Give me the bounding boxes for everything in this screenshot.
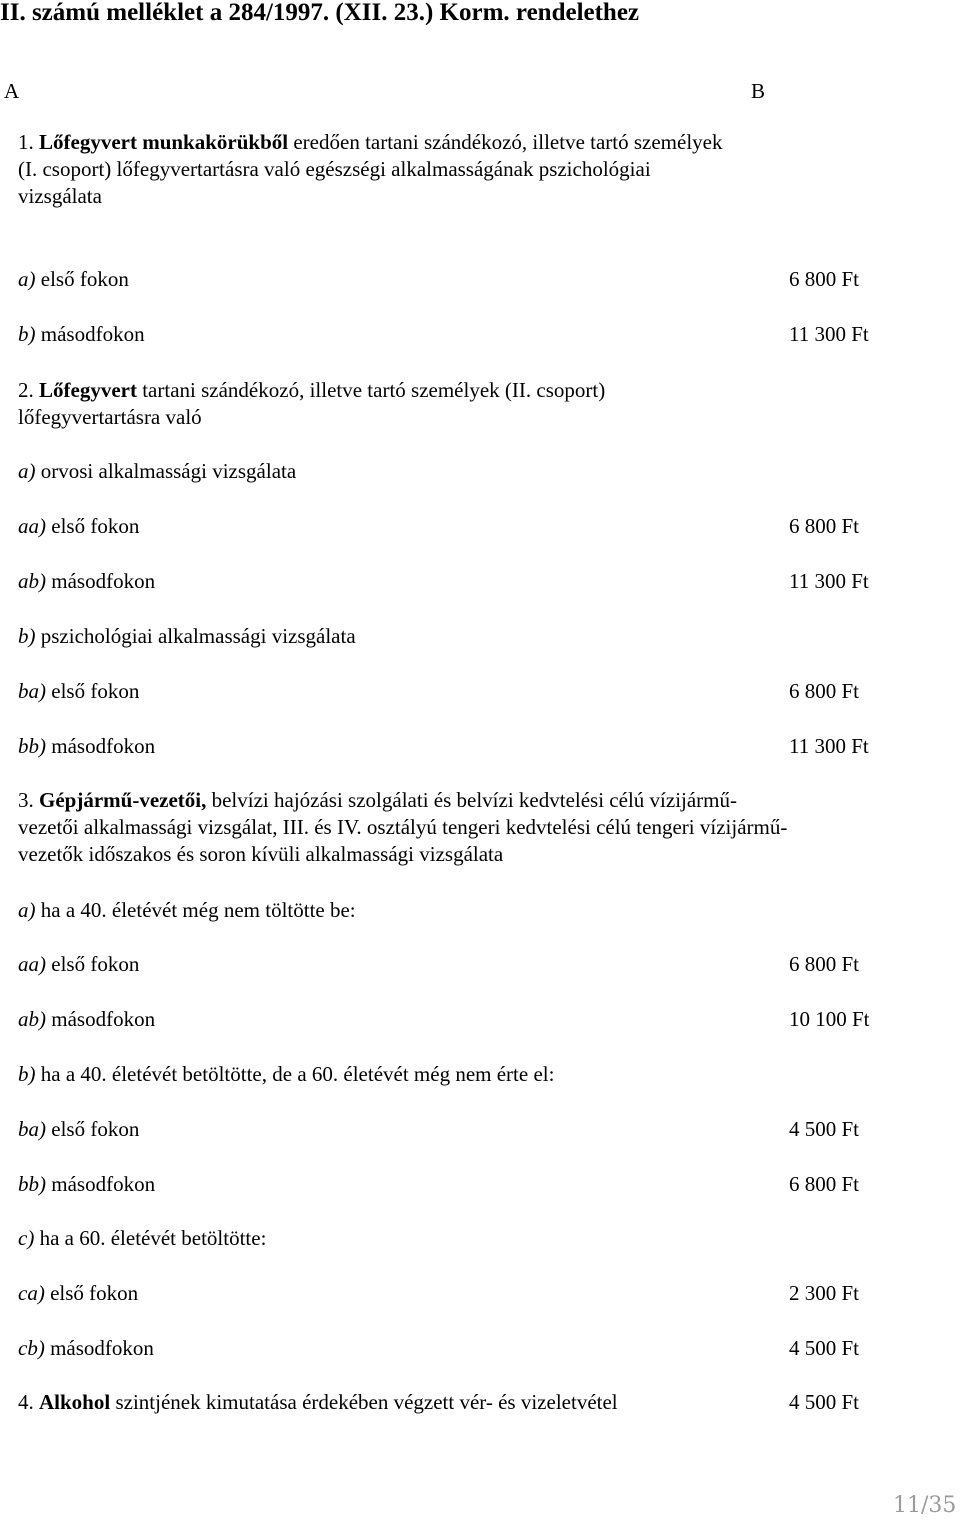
section-1-heading: 1. Lőfegyvert munkakörükből eredően tartani szándékozó, illetve tartó személyek (I. csoport) lőfegyvertartásra való egészségi alkalmasságának pszichológiai vizsgálata (18, 130, 723, 208)
section-3-heading: 3. Gépjármű-vezetői, belvízi hajózási szolgálati és belvízi kedvtelési célú vízijármű-vezetői alkalmassági vizsgálat, III. és IV. osztályú tengeri kedvtelési célú tengeri vízijármű-vezetők időszakos és soron kívüli alkalmassági vizsgálata (18, 788, 788, 866)
section-2-item-aa: aa) első fokon (18, 514, 140, 538)
section-3-item-cb: cb) másodfokon (18, 1336, 154, 1360)
section-3-item-b: b) ha a 40. életévét betöltötte, de a 60. életévét még nem érte el: (18, 1062, 555, 1086)
section-3-item-ba-price: 4 500 Ft (789, 1117, 860, 1141)
section-3-item-ab-price: 10 100 Ft (789, 1007, 870, 1031)
section-3-item-bb-price: 6 800 Ft (789, 1172, 860, 1196)
section-2-item-ab: ab) másodfokon (18, 569, 156, 593)
column-header-b: B (751, 79, 766, 103)
section-3-item-ca-price: 2 300 Ft (789, 1281, 860, 1305)
section-3-item-a: a) ha a 40. életévét még nem töltötte be: (18, 898, 356, 922)
section-4-heading: 4. Alkohol szintjének kimutatása érdekében végzett vér- és vizeletvétel (18, 1390, 618, 1414)
section-2-item-bb-price: 11 300 Ft (789, 734, 869, 758)
section-3-item-cb-price: 4 500 Ft (789, 1336, 860, 1360)
section-3-item-c: c) ha a 60. életévét betöltötte: (18, 1226, 267, 1250)
section-3-item-aa-price: 6 800 Ft (789, 952, 860, 976)
section-2-item-bb: bb) másodfokon (18, 734, 156, 758)
section-3-item-ba: ba) első fokon (18, 1117, 140, 1141)
section-2-heading: 2. Lőfegyvert tartani szándékozó, illetve tartó személyek (II. csoport) lőfegyvertartásra való (18, 378, 606, 429)
section-3-item-ca: ca) első fokon (18, 1281, 139, 1305)
page-number: 11/35 (893, 1493, 957, 1518)
section-3-item-aa: aa) első fokon (18, 952, 140, 976)
section-1-item-a: a) első fokon (18, 267, 129, 291)
section-3-item-bb: bb) másodfokon (18, 1172, 156, 1196)
section-2-item-aa-price: 6 800 Ft (789, 514, 860, 538)
column-header-a: A (4, 79, 20, 103)
section-1-item-a-price: 6 800 Ft (789, 267, 860, 291)
section-1-item-b: b) másodfokon (18, 322, 145, 346)
section-2-item-ba-price: 6 800 Ft (789, 679, 860, 703)
page-title: II. számú melléklet a 284/1997. (XII. 23.) Korm. rendelethez (0, 0, 640, 26)
section-4-price: 4 500 Ft (789, 1390, 860, 1414)
section-2-item-ba: ba) első fokon (18, 679, 140, 703)
section-2-item-ab-price: 11 300 Ft (789, 569, 869, 593)
section-2-item-b: b) pszichológiai alkalmassági vizsgálata (18, 624, 356, 648)
section-1-item-b-price: 11 300 Ft (789, 322, 869, 346)
section-2-item-a: a) orvosi alkalmassági vizsgálata (18, 459, 297, 483)
section-3-item-ab: ab) másodfokon (18, 1007, 156, 1031)
